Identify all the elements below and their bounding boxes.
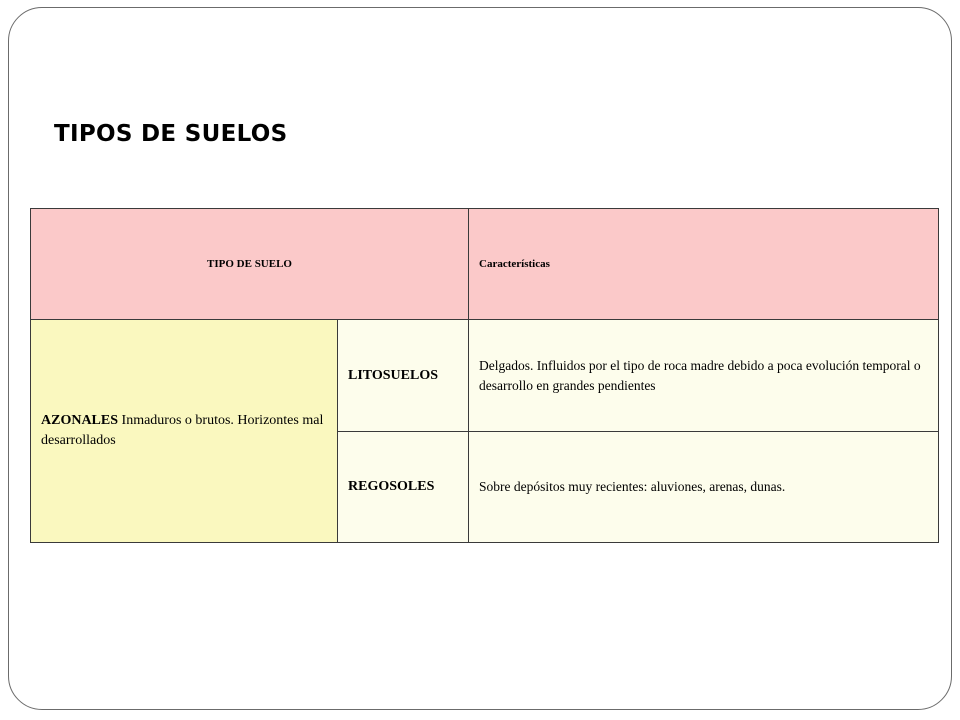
- soil-description-litosuelos: Delgados. Influidos por el tipo de roca madre debido a poca evolución temporal o desarrollo en grandes pendientes: [469, 320, 939, 432]
- category-cell-azonales: [31, 320, 338, 543]
- table-row: [31, 320, 939, 432]
- header-soil-type: TIPO DE SUELO: [31, 209, 469, 320]
- soil-description-regosoles: Sobre depósitos muy recientes: aluviones, arenas, dunas.: [469, 432, 939, 543]
- category-description: Inmaduros o brutos. Horizontes mal desarrollados: [41, 413, 324, 448]
- table-header-row: [31, 209, 939, 320]
- category-name: AZONALES: [41, 413, 119, 428]
- soil-types-table: [30, 208, 939, 543]
- slide-title: TIPOS DE SUELOS: [54, 121, 288, 147]
- soil-name-litosuelos: LITOSUELOS: [338, 320, 469, 432]
- soil-name-regosoles: REGOSOLES: [338, 432, 469, 543]
- header-characteristics: Características: [469, 209, 939, 320]
